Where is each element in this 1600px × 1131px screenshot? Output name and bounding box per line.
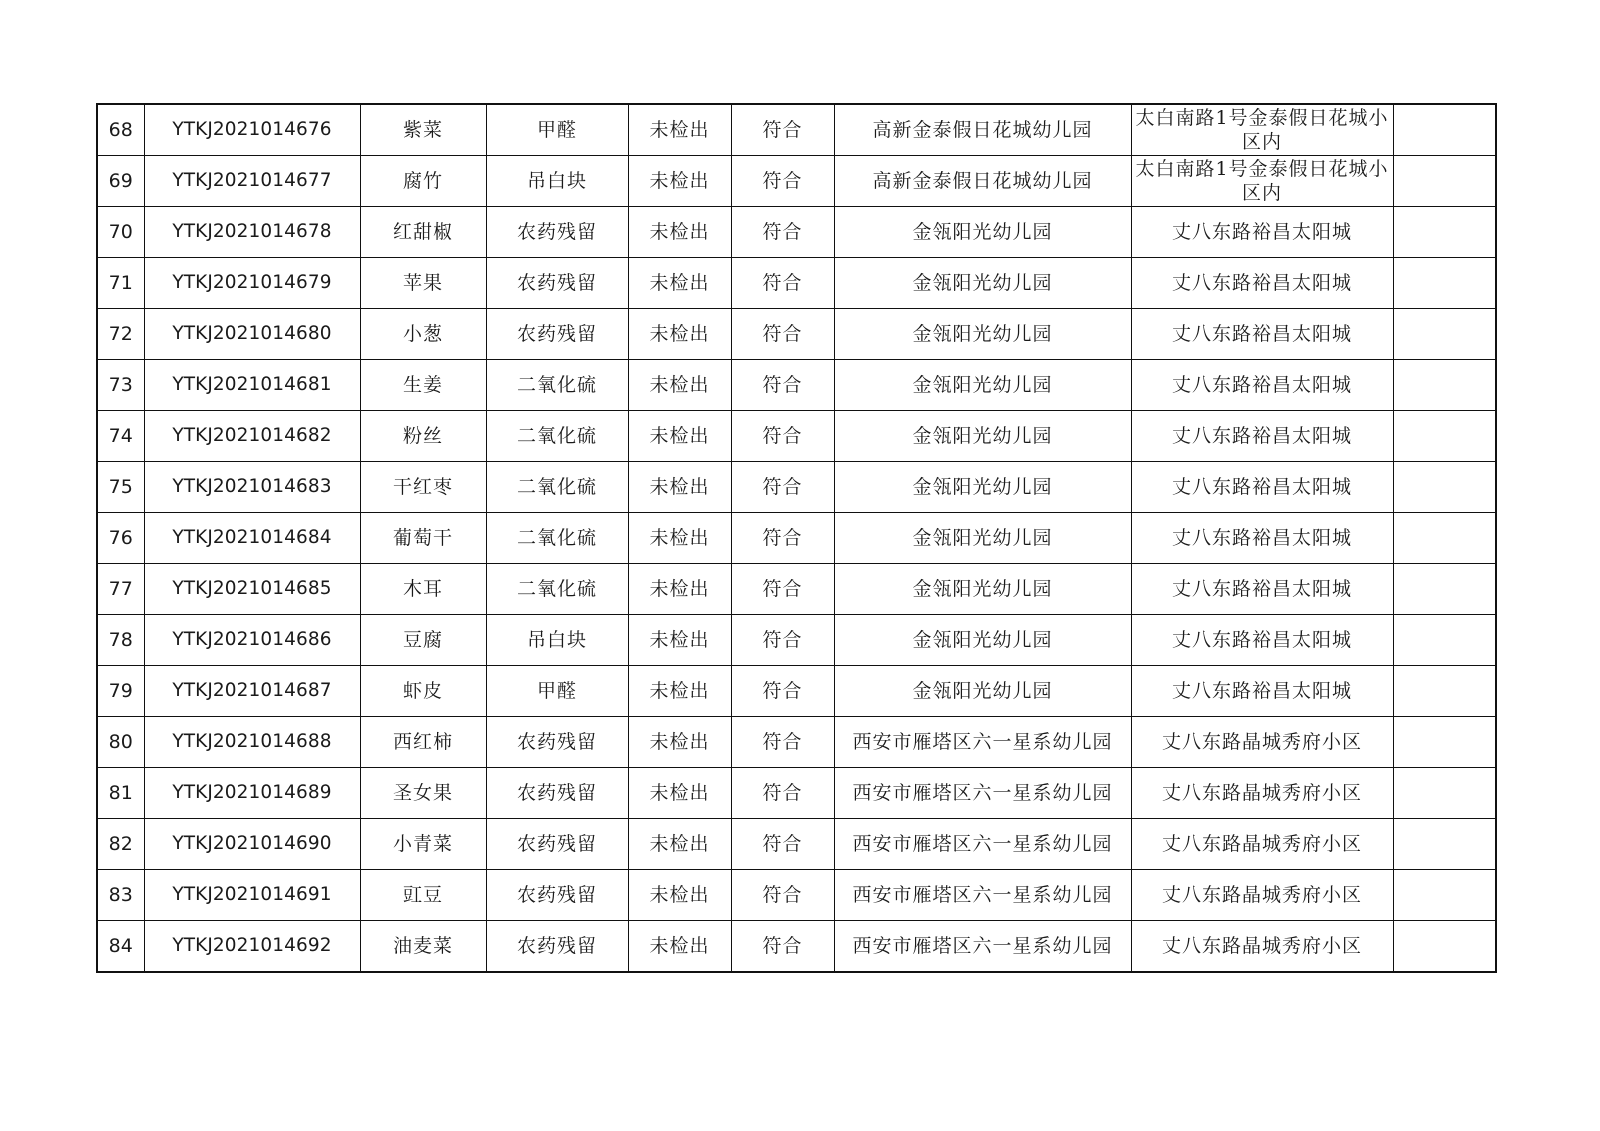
test-item-cell: 农药残留	[486, 819, 628, 870]
table-body	[97, 104, 1496, 972]
sample-code-cell: YTKJ2021014684	[144, 513, 360, 564]
sample-code-cell: YTKJ2021014686	[144, 615, 360, 666]
food-name-cell: 虾皮	[360, 666, 486, 717]
sampled-unit-cell: 西安市雁塔区六一星系幼儿园	[834, 717, 1131, 768]
row-number-cell: 84	[97, 921, 144, 973]
test-result-cell: 未检出	[628, 156, 731, 207]
sample-code-cell: YTKJ2021014692	[144, 921, 360, 973]
sampled-unit-cell: 金瓴阳光幼儿园	[834, 615, 1131, 666]
remark-cell	[1393, 921, 1496, 973]
sample-code-cell: YTKJ2021014687	[144, 666, 360, 717]
sampled-unit-cell: 西安市雁塔区六一星系幼儿园	[834, 819, 1131, 870]
food-name-cell: 圣女果	[360, 768, 486, 819]
food-name-cell: 西红柿	[360, 717, 486, 768]
row-number-cell: 68	[97, 104, 144, 156]
unit-address-cell: 丈八东路晶城秀府小区	[1131, 921, 1393, 973]
remark-cell	[1393, 819, 1496, 870]
verdict-cell: 符合	[731, 513, 834, 564]
sample-code-cell: YTKJ2021014688	[144, 717, 360, 768]
test-item-cell: 二氧化硫	[486, 513, 628, 564]
verdict-cell: 符合	[731, 870, 834, 921]
row-number-cell: 78	[97, 615, 144, 666]
sampled-unit-cell: 金瓴阳光幼儿园	[834, 360, 1131, 411]
unit-address-cell: 丈八东路裕昌太阳城	[1131, 615, 1393, 666]
remark-cell	[1393, 104, 1496, 156]
unit-address-cell: 丈八东路裕昌太阳城	[1131, 309, 1393, 360]
row-number-cell: 77	[97, 564, 144, 615]
verdict-cell: 符合	[731, 207, 834, 258]
unit-address-cell: 丈八东路裕昌太阳城	[1131, 564, 1393, 615]
food-name-cell: 豆腐	[360, 615, 486, 666]
sampled-unit-cell: 金瓴阳光幼儿园	[834, 207, 1131, 258]
unit-address-cell: 丈八东路裕昌太阳城	[1131, 207, 1393, 258]
table-row	[97, 513, 1496, 564]
sampled-unit-cell: 高新金泰假日花城幼儿园	[834, 104, 1131, 156]
test-result-cell: 未检出	[628, 411, 731, 462]
sample-code-cell: YTKJ2021014690	[144, 819, 360, 870]
inspection-results-table	[96, 103, 1497, 973]
food-name-cell: 腐竹	[360, 156, 486, 207]
food-name-cell: 生姜	[360, 360, 486, 411]
table-row	[97, 258, 1496, 309]
test-result-cell: 未检出	[628, 564, 731, 615]
row-number-cell: 80	[97, 717, 144, 768]
remark-cell	[1393, 870, 1496, 921]
remark-cell	[1393, 615, 1496, 666]
test-item-cell: 二氧化硫	[486, 564, 628, 615]
test-item-cell: 吊白块	[486, 615, 628, 666]
remark-cell	[1393, 258, 1496, 309]
test-item-cell: 吊白块	[486, 156, 628, 207]
sample-code-cell: YTKJ2021014683	[144, 462, 360, 513]
test-item-cell: 农药残留	[486, 717, 628, 768]
unit-address-cell: 丈八东路晶城秀府小区	[1131, 819, 1393, 870]
remark-cell	[1393, 717, 1496, 768]
verdict-cell: 符合	[731, 309, 834, 360]
table-row	[97, 360, 1496, 411]
table-row	[97, 819, 1496, 870]
sampled-unit-cell: 金瓴阳光幼儿园	[834, 666, 1131, 717]
sampled-unit-cell: 金瓴阳光幼儿园	[834, 411, 1131, 462]
row-number-cell: 72	[97, 309, 144, 360]
verdict-cell: 符合	[731, 768, 834, 819]
test-item-cell: 甲醛	[486, 666, 628, 717]
remark-cell	[1393, 207, 1496, 258]
unit-address-cell: 丈八东路晶城秀府小区	[1131, 768, 1393, 819]
food-name-cell: 小青菜	[360, 819, 486, 870]
unit-address-cell: 太白南路1号金泰假日花城小区内	[1131, 104, 1393, 156]
row-number-cell: 83	[97, 870, 144, 921]
unit-address-cell: 丈八东路裕昌太阳城	[1131, 411, 1393, 462]
unit-address-cell: 丈八东路裕昌太阳城	[1131, 462, 1393, 513]
remark-cell	[1393, 360, 1496, 411]
food-name-cell: 苹果	[360, 258, 486, 309]
table-row	[97, 870, 1496, 921]
verdict-cell: 符合	[731, 921, 834, 973]
food-name-cell: 干红枣	[360, 462, 486, 513]
test-result-cell: 未检出	[628, 207, 731, 258]
row-number-cell: 75	[97, 462, 144, 513]
table-row	[97, 156, 1496, 207]
test-item-cell: 甲醛	[486, 104, 628, 156]
sampled-unit-cell: 金瓴阳光幼儿园	[834, 462, 1131, 513]
test-item-cell: 农药残留	[486, 207, 628, 258]
verdict-cell: 符合	[731, 564, 834, 615]
test-result-cell: 未检出	[628, 513, 731, 564]
verdict-cell: 符合	[731, 666, 834, 717]
table-row	[97, 104, 1496, 156]
row-number-cell: 82	[97, 819, 144, 870]
test-result-cell: 未检出	[628, 615, 731, 666]
food-name-cell: 油麦菜	[360, 921, 486, 973]
remark-cell	[1393, 768, 1496, 819]
sample-code-cell: YTKJ2021014689	[144, 768, 360, 819]
test-result-cell: 未检出	[628, 921, 731, 973]
test-result-cell: 未检出	[628, 309, 731, 360]
row-number-cell: 76	[97, 513, 144, 564]
unit-address-cell: 丈八东路晶城秀府小区	[1131, 717, 1393, 768]
verdict-cell: 符合	[731, 360, 834, 411]
table-row	[97, 462, 1496, 513]
sampled-unit-cell: 金瓴阳光幼儿园	[834, 513, 1131, 564]
verdict-cell: 符合	[731, 411, 834, 462]
sampled-unit-cell: 西安市雁塔区六一星系幼儿园	[834, 768, 1131, 819]
sample-code-cell: YTKJ2021014677	[144, 156, 360, 207]
verdict-cell: 符合	[731, 156, 834, 207]
test-result-cell: 未检出	[628, 104, 731, 156]
test-result-cell: 未检出	[628, 870, 731, 921]
row-number-cell: 81	[97, 768, 144, 819]
table-row	[97, 717, 1496, 768]
table-row	[97, 921, 1496, 973]
table-row	[97, 207, 1496, 258]
test-item-cell: 二氧化硫	[486, 411, 628, 462]
sampled-unit-cell: 西安市雁塔区六一星系幼儿园	[834, 921, 1131, 973]
sample-code-cell: YTKJ2021014679	[144, 258, 360, 309]
test-result-cell: 未检出	[628, 819, 731, 870]
test-item-cell: 农药残留	[486, 870, 628, 921]
sample-code-cell: YTKJ2021014680	[144, 309, 360, 360]
food-name-cell: 小葱	[360, 309, 486, 360]
food-name-cell: 木耳	[360, 564, 486, 615]
sample-code-cell: YTKJ2021014682	[144, 411, 360, 462]
food-name-cell: 红甜椒	[360, 207, 486, 258]
remark-cell	[1393, 564, 1496, 615]
row-number-cell: 74	[97, 411, 144, 462]
sampled-unit-cell: 高新金泰假日花城幼儿园	[834, 156, 1131, 207]
sampled-unit-cell: 金瓴阳光幼儿园	[834, 309, 1131, 360]
test-item-cell: 农药残留	[486, 921, 628, 973]
test-item-cell: 农药残留	[486, 258, 628, 309]
verdict-cell: 符合	[731, 258, 834, 309]
row-number-cell: 71	[97, 258, 144, 309]
table-row	[97, 768, 1496, 819]
remark-cell	[1393, 156, 1496, 207]
remark-cell	[1393, 309, 1496, 360]
table-row	[97, 564, 1496, 615]
verdict-cell: 符合	[731, 717, 834, 768]
sample-code-cell: YTKJ2021014681	[144, 360, 360, 411]
verdict-cell: 符合	[731, 462, 834, 513]
unit-address-cell: 丈八东路裕昌太阳城	[1131, 258, 1393, 309]
food-name-cell: 豇豆	[360, 870, 486, 921]
table-row	[97, 309, 1496, 360]
row-number-cell: 73	[97, 360, 144, 411]
food-name-cell: 葡萄干	[360, 513, 486, 564]
row-number-cell: 79	[97, 666, 144, 717]
row-number-cell: 69	[97, 156, 144, 207]
sample-code-cell: YTKJ2021014691	[144, 870, 360, 921]
remark-cell	[1393, 513, 1496, 564]
test-item-cell: 二氧化硫	[486, 462, 628, 513]
remark-cell	[1393, 666, 1496, 717]
verdict-cell: 符合	[731, 615, 834, 666]
unit-address-cell: 丈八东路裕昌太阳城	[1131, 513, 1393, 564]
test-result-cell: 未检出	[628, 768, 731, 819]
sampled-unit-cell: 西安市雁塔区六一星系幼儿园	[834, 870, 1131, 921]
unit-address-cell: 太白南路1号金泰假日花城小区内	[1131, 156, 1393, 207]
table-row	[97, 666, 1496, 717]
table-row	[97, 411, 1496, 462]
sample-code-cell: YTKJ2021014685	[144, 564, 360, 615]
unit-address-cell: 丈八东路晶城秀府小区	[1131, 870, 1393, 921]
food-name-cell: 紫菜	[360, 104, 486, 156]
table-row	[97, 615, 1496, 666]
verdict-cell: 符合	[731, 104, 834, 156]
unit-address-cell: 丈八东路裕昌太阳城	[1131, 360, 1393, 411]
verdict-cell: 符合	[731, 819, 834, 870]
test-result-cell: 未检出	[628, 258, 731, 309]
test-item-cell: 农药残留	[486, 309, 628, 360]
remark-cell	[1393, 411, 1496, 462]
row-number-cell: 70	[97, 207, 144, 258]
sampled-unit-cell: 金瓴阳光幼儿园	[834, 564, 1131, 615]
test-result-cell: 未检出	[628, 360, 731, 411]
test-item-cell: 农药残留	[486, 768, 628, 819]
unit-address-cell: 丈八东路裕昌太阳城	[1131, 666, 1393, 717]
test-result-cell: 未检出	[628, 666, 731, 717]
sample-code-cell: YTKJ2021014676	[144, 104, 360, 156]
test-result-cell: 未检出	[628, 462, 731, 513]
sampled-unit-cell: 金瓴阳光幼儿园	[834, 258, 1131, 309]
remark-cell	[1393, 462, 1496, 513]
food-name-cell: 粉丝	[360, 411, 486, 462]
test-item-cell: 二氧化硫	[486, 360, 628, 411]
sample-code-cell: YTKJ2021014678	[144, 207, 360, 258]
test-result-cell: 未检出	[628, 717, 731, 768]
